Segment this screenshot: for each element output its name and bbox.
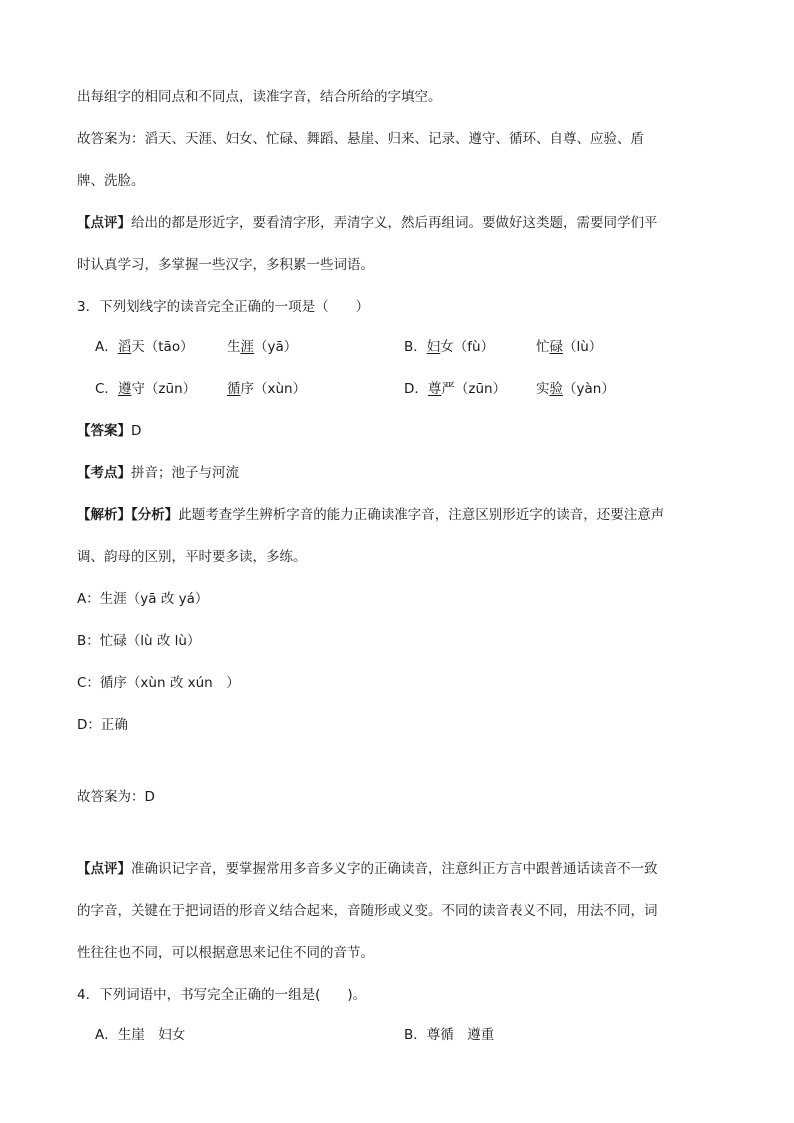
correction-d: D：正确 [77,717,128,733]
underlined-char: 碌 [549,339,563,355]
comment-text: 准确识记字音，要掌握常用多音多义字的正确读音，注意纠正方言中跟普通话读音不一致 [131,861,658,877]
option-a-word-1 [95,337,194,357]
question-3-stem: 3．下列划线字的读音完全正确的一项是（ ） [77,299,370,315]
comment-paragraph-2 [77,859,658,879]
q4-option-a: A．生崖 妇女 [95,1027,186,1043]
paragraph-line: 出每组字的相同点和不同点，读准字音，结合所给的字填空。 [77,89,442,105]
underlined-char: 验 [549,381,563,397]
option-b-word-1 [404,337,494,357]
word-rest: （yàn） [563,381,615,397]
analysis-tag: 【解析】【分析】 [77,507,179,523]
option-d-word-1 [404,379,506,399]
word-prefix: 忙 [536,339,550,355]
underlined-char: 遵 [117,381,132,397]
comment-line: 性往往也不同，可以根据意思来记住不同的音节。 [77,945,374,961]
underlined-char: 妇 [426,339,441,355]
option-d-word-2 [536,379,615,399]
comment-line: 时认真学习，多掌握一些汉字，多积累一些词语。 [77,257,374,273]
word-rest: 女（fù） [440,339,495,355]
comment-paragraph [77,213,658,233]
answer-row [77,421,141,441]
analysis-text: 此题考查学生辨析字音的能力正确读准字音，注意区别形近字的读音，还要注意声 [178,507,665,523]
answer-line-cont: 牌、洗脸。 [77,173,145,189]
option-label: D． [404,381,428,397]
correction-c: C：循序（xùn 改 xún ） [77,675,240,691]
comment-line: 的字音，关键在于把词语的形音义结合起来，音随形或义变。不同的读音表义不同，用法不同，词 [77,903,658,919]
option-label: C． [95,381,118,397]
word-rest: 严（zūn） [441,381,507,397]
analysis-row [77,505,664,525]
analysis-line: 调、韵母的区别，平时要多读，多练。 [77,549,307,565]
answer-line: 故答案为：滔天、天涯、妇女、忙碌、舞蹈、悬崖、归来、记录、遵守、循环、自尊、应验、盾 [77,131,644,147]
comment-tag: 【点评】 [77,861,131,877]
word-prefix: 生 [227,339,241,355]
kaodian-tag: 【考点】 [77,465,131,481]
word-rest: 守（zūn） [131,381,197,397]
option-label: A． [95,339,118,355]
underlined-char: 循 [227,381,241,397]
word-prefix: 实 [536,381,550,397]
question-4-stem: 4．下列词语中，书写完全正确的一组是( )。 [77,987,367,1003]
answer-value: D [131,423,142,439]
option-c-word-2 [227,379,306,399]
option-b-word-2 [536,337,602,357]
q4-option-b: B．尊循 遵重 [404,1027,495,1043]
word-rest: （lù） [563,339,603,355]
option-c-word-1 [95,379,196,399]
word-rest: 序（xùn） [240,381,307,397]
correction-a: A：生涯（yā 改 yá） [77,591,209,607]
option-a-word-2 [227,337,297,357]
kaodian-value: 拼音；池子与河流 [131,465,239,481]
correction-b: B：忙碌（lù 改 lù） [77,633,201,649]
word-rest: （yā） [254,339,298,355]
underlined-char: 滔 [117,339,132,355]
underlined-char: 尊 [427,381,442,397]
word-rest: 天（tāo） [131,339,194,355]
comment-text: 给出的都是形近字，要看清字形，弄清字义，然后再组词。要做好这类题，需要同学们平 [131,215,658,231]
final-answer: 故答案为：D [77,789,155,805]
option-label: B． [404,339,427,355]
underlined-char: 涯 [240,339,254,355]
comment-tag: 【点评】 [77,215,131,231]
answer-tag: 【答案】 [77,423,131,439]
kaodian-row [77,463,239,483]
